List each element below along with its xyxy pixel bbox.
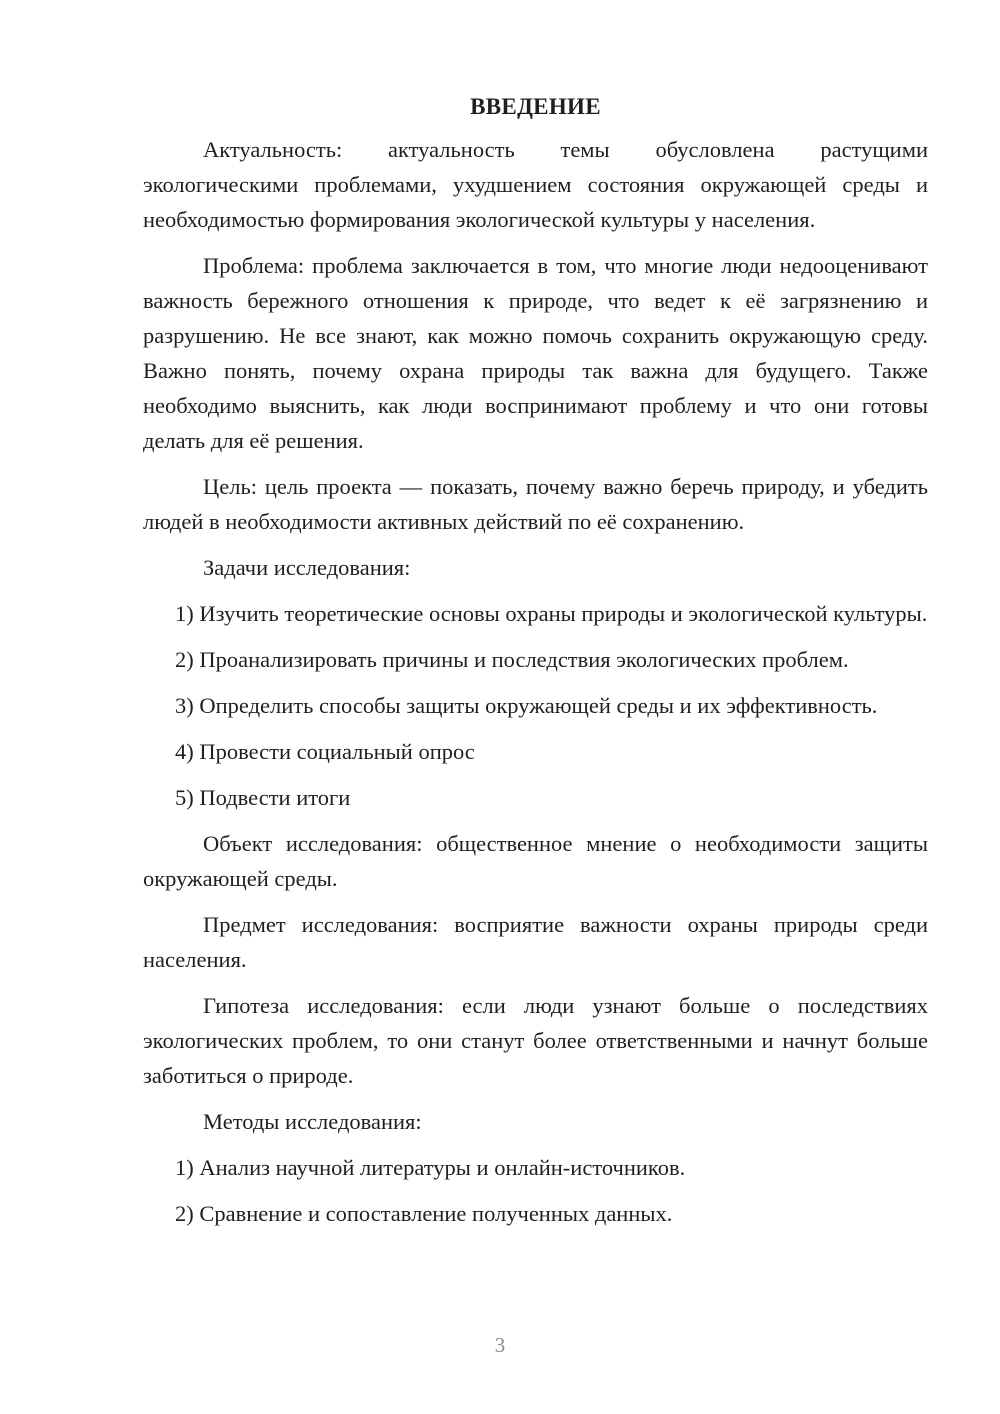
task-item-3: 3) Определить способы защиты окружающей среды и их эффективность. (175, 693, 878, 718)
document-page (143, 90, 928, 1242)
method-item-2: 2) Сравнение и сопоставление полученных данных. (175, 1201, 673, 1226)
goal-paragraph: Цель: цель проекта — показать, почему важно беречь природу, и убедить людей в необходимости активных действий по её сохранению. (143, 474, 928, 534)
subject-paragraph: Предмет исследования: восприятие важности охраны природы среди населения. (143, 912, 928, 972)
page-title: ВВЕДЕНИЕ (470, 94, 601, 119)
method-item-1: 1) Анализ научной литературы и онлайн-источников. (175, 1155, 686, 1180)
problem-paragraph: Проблема: проблема заключается в том, что многие люди недооценивают важность бережного отношения к природе, что ведет к её загрязнению и разрушению. Не все знают, как можно помочь сохранить окружающую среду. Важно понять, почему охрана природы так важна для будущего. Также необходимо выяснить, как люди воспринимают проблему и что они готовы делать для её решения. (143, 253, 928, 453)
task-item-1: 1) Изучить теоретические основы охраны природы и экологической культуры. (175, 601, 928, 626)
task-item-2: 2) Проанализировать причины и последствия экологических проблем. (175, 647, 849, 672)
object-paragraph: Объект исследования: общественное мнение о необходимости защиты окружающей среды. (143, 831, 928, 891)
page-number: 3 (494, 1333, 506, 1357)
task-item-5: 5) Подвести итоги (175, 785, 351, 810)
task-item-4: 4) Провести социальный опрос (175, 739, 475, 764)
tasks-title: Задачи исследования: (203, 555, 411, 580)
hypothesis-paragraph: Гипотеза исследования: если люди узнают больше о последствиях экологических проблем, то они станут более ответственными и начнут больше заботиться о природе. (143, 993, 928, 1088)
methods-title: Методы исследования: (203, 1109, 422, 1134)
relevance-paragraph: Актуальность: актуальность темы обусловлена растущими экологическими проблемами, ухудшением состояния окружающей среды и необходимостью формирования экологической культуры у населения. (143, 137, 928, 232)
